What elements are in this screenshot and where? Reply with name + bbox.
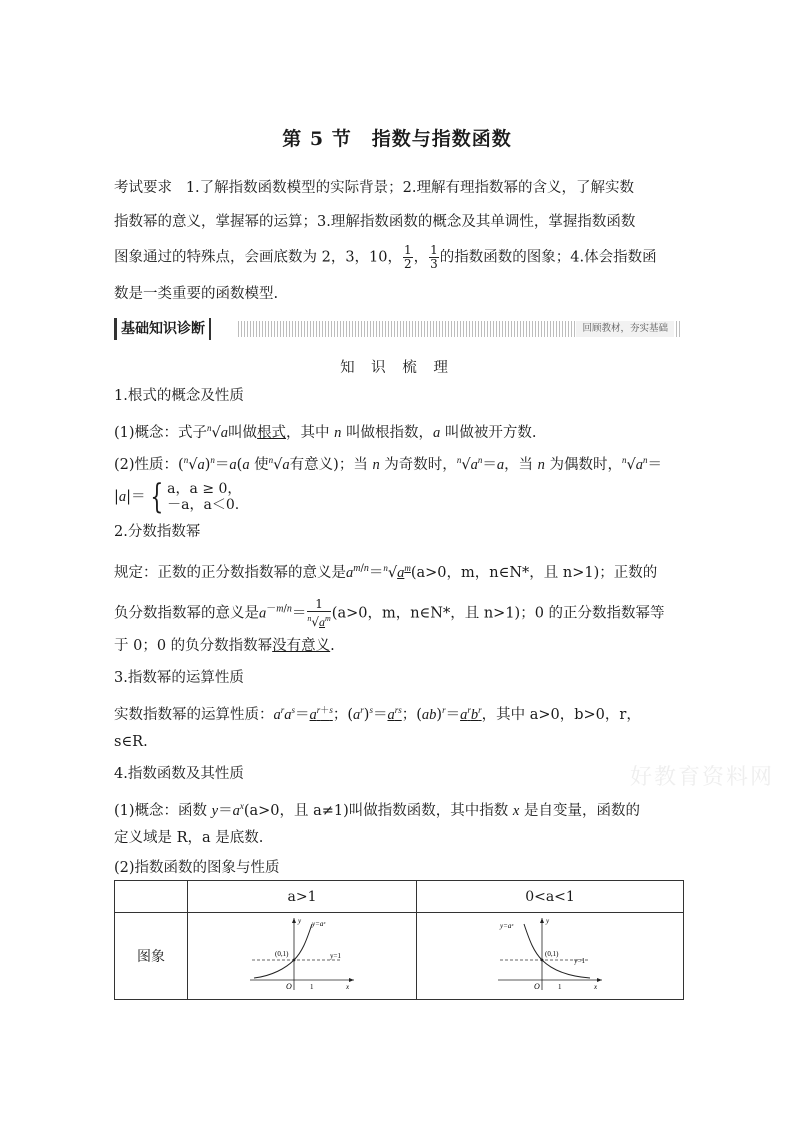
table-row-graph xyxy=(115,913,684,1000)
tick-label: 1 xyxy=(310,983,314,991)
watermark: 好教育资料网 xyxy=(630,765,775,790)
graph-cell-a-lt-1 xyxy=(417,913,684,1000)
term-meaningless: 没有意义 xyxy=(272,638,331,654)
exp-function-table xyxy=(114,880,684,1000)
col-header-a-lt-1: 0<a<1 xyxy=(417,881,684,913)
s4-heading: 4.指数函数及其性质 xyxy=(114,766,244,782)
s1-heading: 1.根式的概念及性质 xyxy=(114,388,244,404)
point-label: (0,1) xyxy=(275,950,289,958)
term-radical: 根式 xyxy=(257,424,287,441)
s1-absolute-value-cases: |a|＝ { a，a ≥ 0， －a，a＜0. xyxy=(114,477,242,517)
point-0-1 xyxy=(541,959,544,962)
graph-cell-a-gt-1 xyxy=(188,913,417,1000)
y-label: y xyxy=(298,917,302,925)
s3-line-2: s∈R. xyxy=(114,734,148,750)
x-axis-arrow xyxy=(349,978,354,982)
section-heading: 知 识 梳 理 xyxy=(340,360,454,376)
s2-line-2: 负分数指数幂的意义是$a^{-m/n}=$ $\frac{1}{^n√a^m}$ (a>0，m，n∈N*，且 n>1)；0 的正分数指数幂等 xyxy=(114,597,665,629)
point-0-1 xyxy=(293,959,296,962)
col-header-a-gt-1: a>1 xyxy=(188,881,417,913)
y-label: y xyxy=(546,917,550,925)
line-label: y=1 xyxy=(574,957,585,965)
requirements-label: 考试要求 xyxy=(114,180,172,196)
banner-subtitle: 回顾教材，夯实基础 xyxy=(576,321,674,337)
s4-line-2: 定义域是 R，a 是底数. xyxy=(114,830,264,846)
page-title: 第 5 节 指数与指数函数 xyxy=(282,128,512,150)
origin-label: O xyxy=(286,982,292,991)
requirements-line-1: 考试要求 1.了解指数函数模型的实际背景；2.理解有理指数幂的含义，了解实数 xyxy=(114,180,634,196)
requirements-line-4: 数是一类重要的函数模型. xyxy=(114,286,279,302)
requirements-line-2: 指数幂的意义，掌握幂的运算；3.理解指数函数的概念及其单调性，掌握指数函数 xyxy=(114,214,636,230)
tick-label: 1 xyxy=(558,983,562,991)
y-axis-arrow xyxy=(540,918,544,923)
requirements-line-3: 图象通过的特殊点，会画底数为 2，3，10， $\frac{1}{2}$ ， $\frac{1}{3}$ 的指数函数的图象；4.体会指数函 xyxy=(114,243,657,271)
table-header-row xyxy=(115,881,684,913)
y-axis-arrow xyxy=(292,918,296,923)
s4-line-3: (2)指数函数的图象与性质 xyxy=(114,860,280,876)
line-label: y=1 xyxy=(330,952,341,960)
s3-heading: 3.指数幂的运算性质 xyxy=(114,670,244,686)
graph-a-gt-1 xyxy=(242,914,362,994)
row-label-graph: 图象 xyxy=(115,913,188,1000)
s2-line-1: 规定：正数的正分数指数幂的意义是$a^{m/n}=^n√a^m(a>0$，m，n∈N*，且 n>1)；正数的 xyxy=(114,563,658,581)
fraction-one-third: $\frac{1}{3}$ xyxy=(430,243,438,271)
left-brace: { xyxy=(149,477,163,517)
banner-title: 基础知识诊断 xyxy=(114,318,211,340)
s2-heading: 2.分数指数幂 xyxy=(114,524,201,540)
x-axis-arrow xyxy=(597,978,602,982)
s4-line-1: (1)概念：函数 $y=a^x(a>0$，且 a≠1)叫做指数函数，其中指数 x 是自变量，函数的 xyxy=(114,801,640,819)
x-label: x xyxy=(594,983,598,991)
table-corner-cell xyxy=(115,881,188,913)
s1-concept: (1)概念：式子$^n$√a叫做根式，其中 n 叫做根指数，a 叫做被开方数. xyxy=(114,423,537,441)
curve-label: y=aˣ xyxy=(312,920,326,928)
s1-property: (2)性质：$(^n√a)^n=a(a$ 使$^n$√a有意义)；当 n 为奇数时，$^n√a^n=a$，当 n 为偶数时，$^n√a^n=$ xyxy=(114,455,663,473)
x-label: x xyxy=(346,983,350,991)
graph-a-lt-1 xyxy=(490,914,610,994)
point-label: (0,1) xyxy=(545,950,559,958)
fraction-one-half: $\frac{1}{2}$ xyxy=(404,243,412,271)
curve-label: y=aˣ xyxy=(500,922,514,930)
s3-line-1: 实数指数幂的运算性质：$a^ra^s=a^{r+s}$；$(a^r)^s=a^{rs}$；$(ab)^r=a^rb^r$，其中 a>0，b>0，r， xyxy=(114,705,641,723)
s2-line-3: 于 0；0 的负分数指数幂没有意义. xyxy=(114,638,335,654)
fraction-negative-power: $\frac{1}{^n√a^m}$ xyxy=(307,597,331,629)
origin-label: O xyxy=(534,982,540,991)
piecewise-cases: a，a ≥ 0， －a，a＜0. xyxy=(167,481,242,513)
section-banner xyxy=(114,318,680,340)
